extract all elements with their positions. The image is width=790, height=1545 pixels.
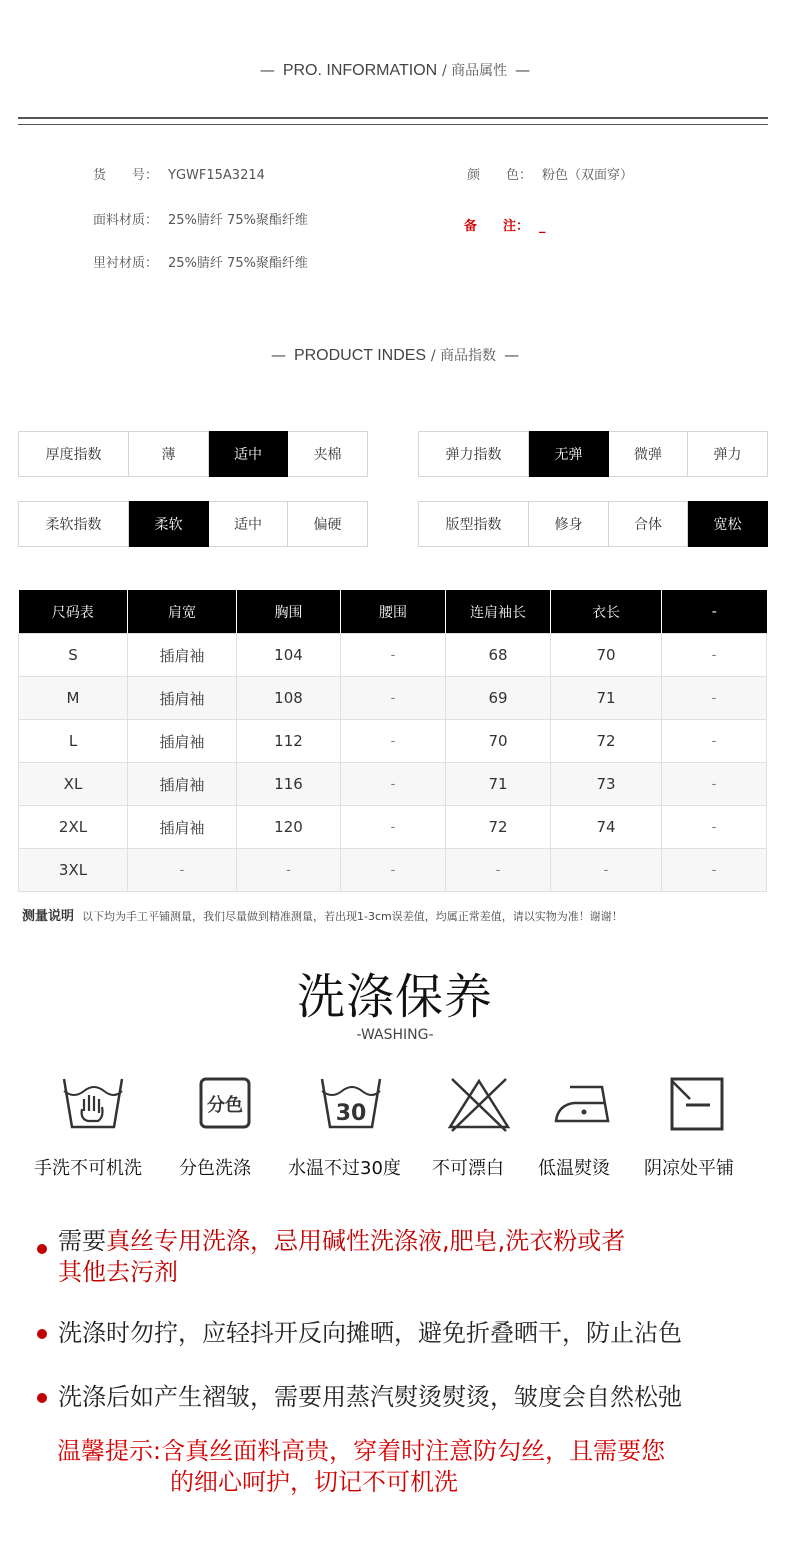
index-option: 适中: [209, 502, 288, 547]
table-cell: 69: [446, 677, 551, 720]
dry-flat-shade-icon: [662, 1075, 732, 1135]
water-temp-text: 30: [335, 1101, 367, 1126]
index-option: 微弹: [609, 432, 688, 477]
bullet-icon: [37, 1244, 47, 1254]
index-table-elasticity: [418, 431, 768, 477]
column-header: 尺码表: [19, 590, 128, 634]
table-cell: 2XL: [19, 806, 128, 849]
table-cell: -: [341, 763, 446, 806]
index-label: 柔软指数: [19, 502, 129, 547]
field-label: 备 注：: [464, 219, 530, 234]
index-option-selected: 适中: [209, 432, 288, 477]
table-cell: 116: [237, 763, 341, 806]
index-table-softness: [18, 501, 368, 547]
index-label: 弹力指数: [419, 432, 529, 477]
field-label: 货 号：: [93, 168, 159, 183]
divider: [18, 117, 768, 125]
size-table-body: [19, 634, 767, 892]
table-row: [19, 720, 767, 763]
care-paragraph-1-cont: [58, 1257, 178, 1288]
info-title-cn: / 商品属性: [441, 63, 508, 79]
para1-highlight: 真丝专用洗涤，忌用碱性洗涤液,肥皂,洗衣粉或者: [106, 1227, 626, 1255]
bullet-icon: [37, 1329, 47, 1339]
table-row: [19, 677, 767, 720]
header-dash: —: [270, 346, 286, 364]
table-cell: 72: [446, 806, 551, 849]
table-cell: 插肩袖: [128, 720, 237, 763]
table-cell: -: [128, 849, 237, 892]
size-table: [18, 590, 767, 892]
table-cell: -: [662, 849, 767, 892]
table-cell: -: [662, 634, 767, 677]
header-dash: —: [515, 61, 531, 79]
info-field-fabric: [93, 209, 308, 228]
table-cell: 112: [237, 720, 341, 763]
table-cell: -: [662, 720, 767, 763]
index-label: 厚度指数: [19, 432, 129, 477]
table-cell: -: [341, 677, 446, 720]
field-label: 面料材质：: [93, 213, 159, 228]
table-cell: 70: [551, 634, 662, 677]
field-value: 粉色（双面穿）: [542, 168, 634, 183]
table-cell: -: [551, 849, 662, 892]
index-title-cn-text: 商品指数: [440, 348, 497, 364]
table-cell: 73: [551, 763, 662, 806]
column-header: 胸围: [237, 590, 341, 634]
low-iron-icon: [550, 1075, 620, 1135]
table-cell: 插肩袖: [128, 806, 237, 849]
index-option: 修身: [529, 502, 609, 547]
index-option: 夹棉: [288, 432, 368, 477]
table-cell: -: [662, 677, 767, 720]
table-cell: 120: [237, 806, 341, 849]
table-cell: -: [446, 849, 551, 892]
table-cell: -: [341, 806, 446, 849]
column-header: -: [662, 590, 767, 634]
header-dash: —: [259, 61, 275, 79]
table-cell: -: [341, 720, 446, 763]
index-label: 版型指数: [419, 502, 529, 547]
field-label: 颜 色：: [467, 168, 533, 183]
header-dash: —: [504, 346, 520, 364]
info-title-en: PRO. INFORMATION: [282, 62, 438, 79]
table-cell: 108: [237, 677, 341, 720]
index-option-selected: 无弹: [529, 432, 609, 477]
column-header: 衣长: [551, 590, 662, 634]
separate-color-icon: [190, 1075, 260, 1135]
note-text: 以下均为手工平铺测量，我们尽量做到精准测量，若出现1-3cm误差值，均属正常差值，请以实物为准！谢谢！: [82, 910, 623, 923]
table-cell: 插肩袖: [128, 763, 237, 806]
table-cell: 70: [446, 720, 551, 763]
para1-prefix: 需要: [58, 1227, 106, 1255]
index-title-cn: / 商品指数: [430, 348, 497, 364]
table-cell: 71: [551, 677, 662, 720]
column-header: 连肩袖长: [446, 590, 551, 634]
index-section-header: [0, 345, 790, 365]
index-table-thickness: [18, 431, 368, 477]
table-cell: -: [341, 634, 446, 677]
care-paragraph-3: 洗涤后如产生褶皱，需要用蒸汽熨烫熨烫，皱度会自然松弛: [58, 1383, 682, 1411]
info-section-header: [0, 60, 790, 80]
water-30-icon: [316, 1075, 386, 1135]
icon-label: 水温不过30度: [288, 1158, 401, 1179]
note-label: 测量说明: [22, 909, 75, 924]
table-row: [19, 806, 767, 849]
washing-title: 洗涤保养: [296, 969, 493, 1025]
washing-subtitle: -WASHING-: [356, 1027, 434, 1043]
index-option: 合体: [609, 502, 688, 547]
table-cell: 71: [446, 763, 551, 806]
index-option: 偏硬: [288, 502, 368, 547]
separate-color-text: 分色: [207, 1095, 243, 1116]
table-cell: 72: [551, 720, 662, 763]
column-header: 肩宽: [128, 590, 237, 634]
field-label: 里衬材质：: [93, 256, 159, 271]
field-value: 25%腈纤 75%聚酯纤维: [168, 213, 308, 228]
measurement-note: [22, 905, 623, 924]
care-paragraph-2: 洗涤时勿拧，应轻抖开反向摊晒，避免折叠晒干，防止沾色: [58, 1319, 682, 1347]
table-cell: M: [19, 677, 128, 720]
size-table-header-row: [19, 590, 767, 634]
icon-label: 阴凉处平铺: [644, 1158, 734, 1179]
icon-label: 不可漂白: [432, 1158, 504, 1179]
table-row: [19, 849, 767, 892]
table-cell: -: [237, 849, 341, 892]
index-table-fit: [418, 501, 768, 547]
table-cell: 74: [551, 806, 662, 849]
table-cell: L: [19, 720, 128, 763]
para1-highlight-cont: 其他去污剂: [58, 1258, 178, 1286]
warm-tip-line-1: 温馨提示:含真丝面料高贵，穿着时注意防勾丝，且需要您: [57, 1437, 666, 1465]
index-option-selected: 柔软: [129, 502, 209, 547]
table-cell: 3XL: [19, 849, 128, 892]
icon-label: 低温熨烫: [538, 1158, 610, 1179]
column-header: 腰围: [341, 590, 446, 634]
table-row: [19, 634, 767, 677]
info-field-item-no: [93, 164, 265, 183]
table-cell: XL: [19, 763, 128, 806]
table-cell: S: [19, 634, 128, 677]
field-value: YGWF15A3214: [168, 168, 265, 183]
warm-tip-line-2: 的细心呵护，切记不可机洗: [170, 1468, 458, 1496]
bullet-icon: [37, 1393, 47, 1403]
no-bleach-icon: [444, 1075, 514, 1135]
info-title-cn-text: 商品属性: [451, 63, 508, 79]
index-option: 弹力: [688, 432, 768, 477]
info-field-lining: [93, 252, 308, 271]
field-value: _: [539, 219, 546, 234]
field-value: 25%腈纤 75%聚酯纤维: [168, 256, 308, 271]
table-cell: -: [662, 806, 767, 849]
table-cell: -: [662, 763, 767, 806]
care-paragraph-1: [58, 1226, 625, 1257]
table-row: [19, 763, 767, 806]
index-title-en: PRODUCT INDES: [293, 347, 427, 364]
table-cell: 插肩袖: [128, 677, 237, 720]
index-option: 薄: [129, 432, 209, 477]
info-field-color: [467, 164, 633, 183]
hand-wash-icon: [58, 1075, 128, 1135]
table-cell: 104: [237, 634, 341, 677]
table-cell: 68: [446, 634, 551, 677]
icon-label: 分色洗涤: [179, 1158, 251, 1179]
icon-label: 手洗不可机洗: [34, 1158, 142, 1179]
table-cell: 插肩袖: [128, 634, 237, 677]
info-field-remark: [464, 215, 546, 234]
index-option-selected: 宽松: [688, 502, 768, 547]
table-cell: -: [341, 849, 446, 892]
